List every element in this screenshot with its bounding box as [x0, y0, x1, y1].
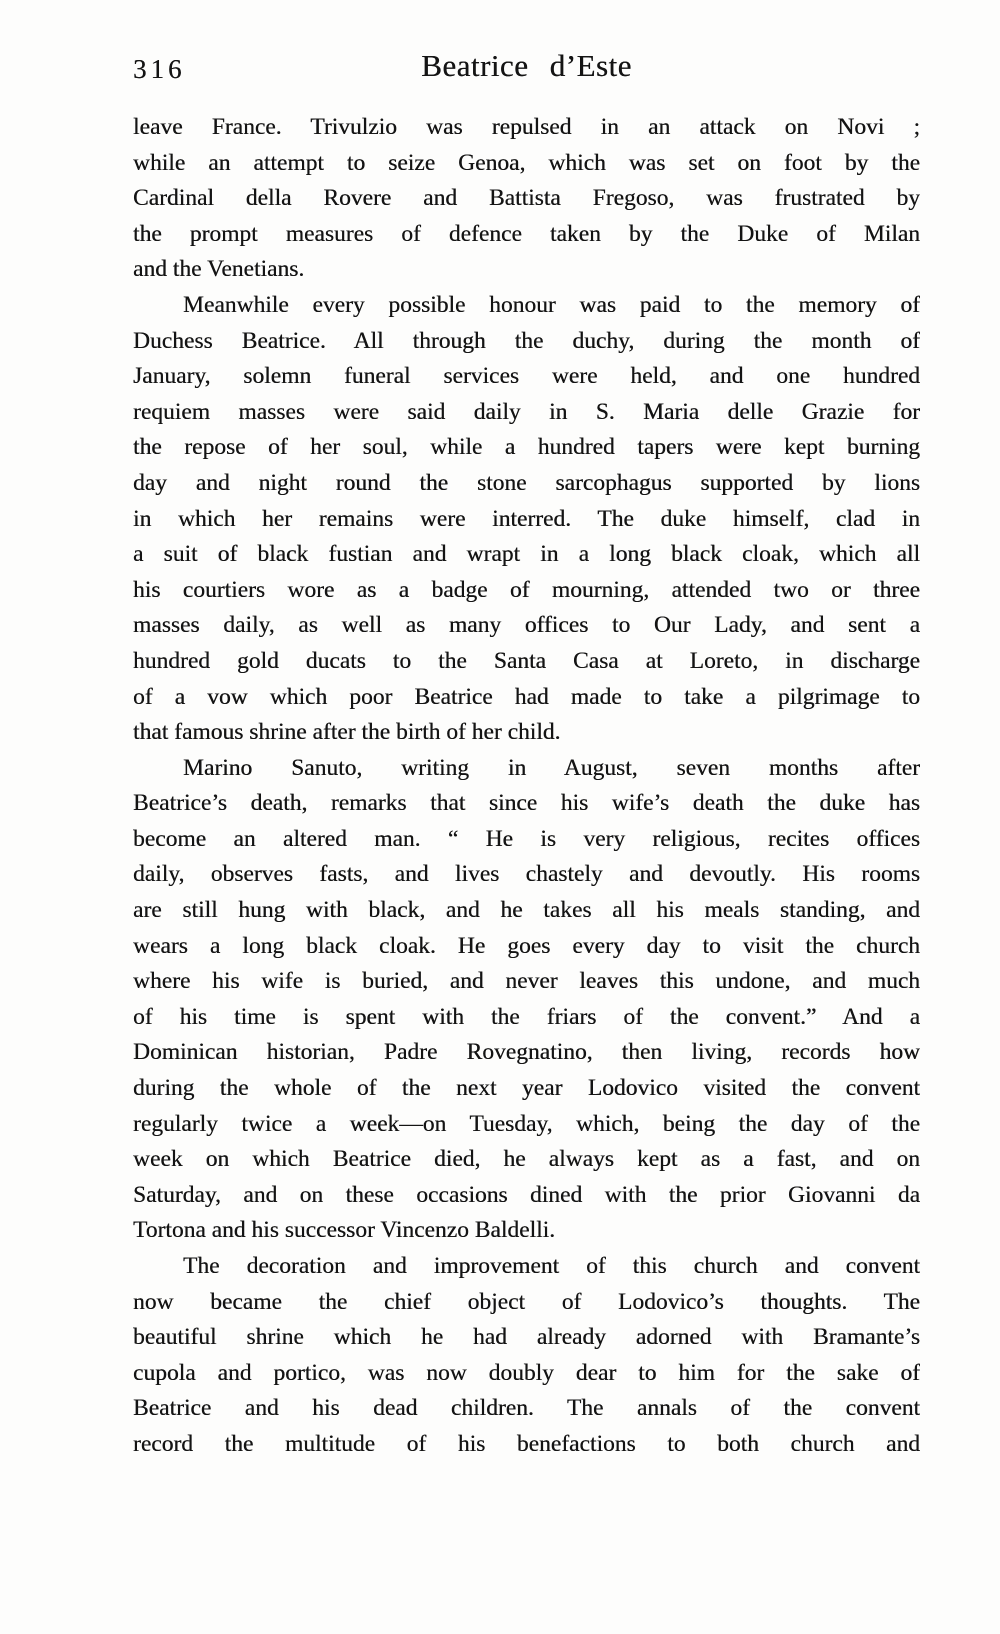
text-line: masses daily, as well as many offices to Our Lady, and sent a	[133, 612, 920, 639]
text-line: cupola and portico, was now doubly dear to him for the sake of	[133, 1359, 920, 1386]
text-line: record the multitude of his benefactions to both church and	[133, 1430, 920, 1457]
text-line: Tortona and his successor Vincenzo Baldelli.	[133, 1217, 556, 1244]
text-line: daily, observes fasts, and lives chastely and devoutly. His rooms	[133, 861, 920, 888]
paragraph	[133, 288, 920, 751]
text-line: are still hung with black, and he takes all his meals standing, and	[133, 897, 920, 924]
text-line: January, solemn funeral services were held, and one hundred	[133, 363, 920, 390]
text-line: Dominican historian, Padre Rovegnatino, then living, records how	[133, 1039, 920, 1066]
paragraph	[133, 1249, 920, 1463]
text-line: while an attempt to seize Genoa, which was set on foot by the	[133, 149, 920, 176]
text-line: in which her remains were interred. The duke himself, clad in	[133, 505, 920, 532]
paragraph	[133, 110, 920, 288]
text-line: Beatrice’s death, remarks that since his wife’s death the duke has	[133, 790, 920, 817]
running-title: Beatrice d’Este	[421, 48, 632, 83]
text-line: The decoration and improvement of this church and convent	[183, 1253, 920, 1279]
text-line: now became the chief object of Lodovico’s thoughts. The	[133, 1288, 920, 1315]
text-line: of his time is spent with the friars of the convent.” And a	[133, 1003, 920, 1030]
text-line: Saturday, and on these occasions dined with the prior Giovanni da	[133, 1181, 920, 1208]
text-line: the prompt measures of defence taken by the Duke of Milan	[133, 220, 920, 247]
text-line: that famous shrine after the birth of her child.	[133, 719, 561, 746]
text-line: leave France. Trivulzio was repulsed in an attack on Novi ;	[133, 114, 920, 140]
page-header	[133, 48, 920, 94]
text-line: become an altered man. “ He is very religious, recites offices	[133, 825, 920, 852]
text-line: hundred gold ducats to the Santa Casa at Loreto, in discharge	[133, 647, 920, 674]
paragraph	[133, 751, 920, 1249]
text-line: wears a long black cloak. He goes every day to visit the church	[133, 932, 920, 959]
text-line: during the whole of the next year Lodovico visited the convent	[133, 1075, 920, 1102]
page-number: 316	[133, 54, 186, 84]
text-line: of a vow which poor Beatrice had made to take a pilgrimage to	[133, 683, 920, 710]
body-text	[133, 110, 920, 1463]
text-line: requiem masses were said daily in S. Maria delle Grazie for	[133, 398, 920, 425]
text-line: Marino Sanuto, writing in August, seven months after	[183, 754, 920, 781]
text-line: Cardinal della Rovere and Battista Fregoso, was frustrated by	[133, 185, 920, 212]
text-line: a suit of black fustian and wrapt in a long black cloak, which all	[133, 541, 920, 568]
text-line: Meanwhile every possible honour was paid to the memory of	[183, 291, 920, 318]
text-line: day and night round the stone sarcophagus supported by lions	[133, 469, 920, 496]
text-line: Duchess Beatrice. All through the duchy, during the month of	[133, 327, 920, 354]
text-line: Beatrice and his dead children. The annals of the convent	[133, 1395, 920, 1422]
text-line: regularly twice a week—on Tuesday, which, being the day of the	[133, 1110, 920, 1137]
text-line: his courtiers wore as a badge of mourning, attended two or three	[133, 576, 920, 603]
text-line: where his wife is buried, and never leaves this undone, and much	[133, 968, 920, 995]
text-line: beautiful shrine which he had already adorned with Bramante’s	[133, 1324, 920, 1351]
text-line: week on which Beatrice died, he always kept as a fast, and on	[133, 1146, 920, 1173]
text-line: and the Venetians.	[133, 256, 305, 283]
text-line: the repose of her soul, while a hundred tapers were kept burning	[133, 434, 920, 461]
